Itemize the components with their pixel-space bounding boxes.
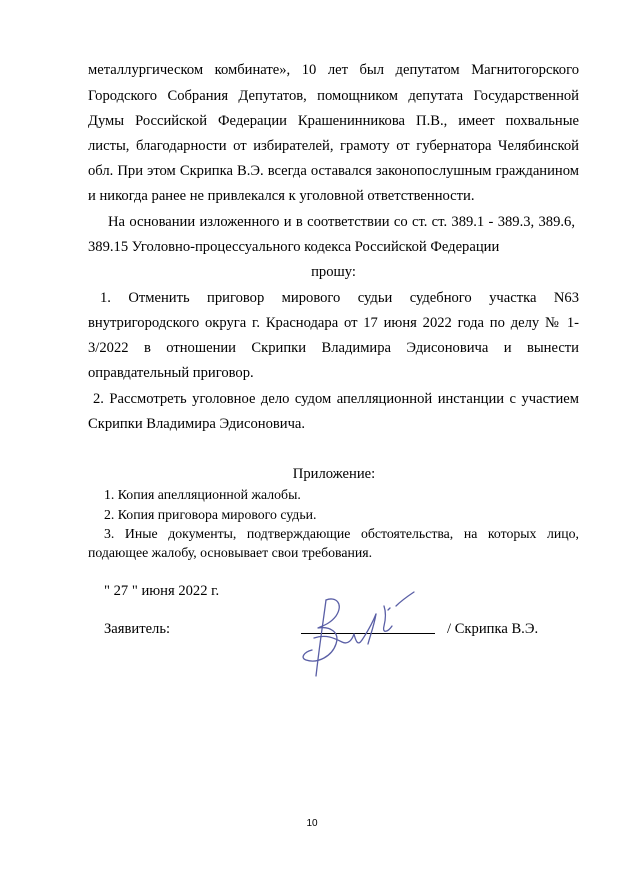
body-line: Думы Российской Федерации Крашенинникова П.В., имеет похвальные (88, 113, 579, 129)
body-line: На основании изложенного и в соответствии со ст. ст. 389.1 - 389.3, 389.6, (108, 214, 575, 230)
appendix-title: Приложение: (292, 466, 376, 482)
handwritten-signature (296, 586, 426, 682)
body-line: Городского Собрания Депутатов, помощником депутата Государственной (88, 88, 579, 104)
request-item: внутригородского округа г. Краснодара от 17 июня 2022 года по делу № 1- (88, 315, 579, 331)
appendix-item: подающее жалобу, основывает свои требования. (88, 545, 373, 560)
body-line: металлургическом комбинате», 10 лет был депутатом Магнитогорского (88, 62, 579, 78)
body-line: и никогда ранее не привлекался к уголовной ответственности. (88, 188, 475, 204)
body-line: 389.15 Уголовно-процессуального кодекса Российской Федерации (88, 239, 500, 255)
signer-name: / Скрипка В.Э. (447, 621, 539, 637)
date-line: " 27 " июня 2022 г. (104, 583, 220, 599)
appendix-item: 1. Копия апелляционной жалобы. (104, 487, 301, 502)
body-line: листы, благодарности от избирателей, грамоту от губернатора Челябинской (88, 138, 579, 154)
request-item: Скрипки Владимира Эдисоновича. (88, 416, 306, 432)
page-number: 10 (306, 818, 318, 829)
appendix-item: 3. Иные документы, подтверждающие обстоятельства, на которых лицо, (104, 526, 579, 541)
body-line: обл. При этом Скрипка В.Э. всегда оставался законопослушным гражданином (88, 163, 579, 179)
request-item: 1. Отменить приговор мирового судьи судебного участка N63 (100, 290, 579, 306)
request-item: 2. Рассмотреть уголовное дело судом апелляционной инстанции с участием (93, 391, 579, 407)
appendix-item: 2. Копия приговора мирового судьи. (104, 507, 317, 522)
request-heading: прошу: (311, 264, 356, 280)
request-item: 3/2022 в отношении Скрипки Владимира Эдисоновича и вынести (88, 340, 579, 356)
applicant-label: Заявитель: (104, 621, 171, 637)
request-item: оправдательный приговор. (88, 365, 254, 381)
